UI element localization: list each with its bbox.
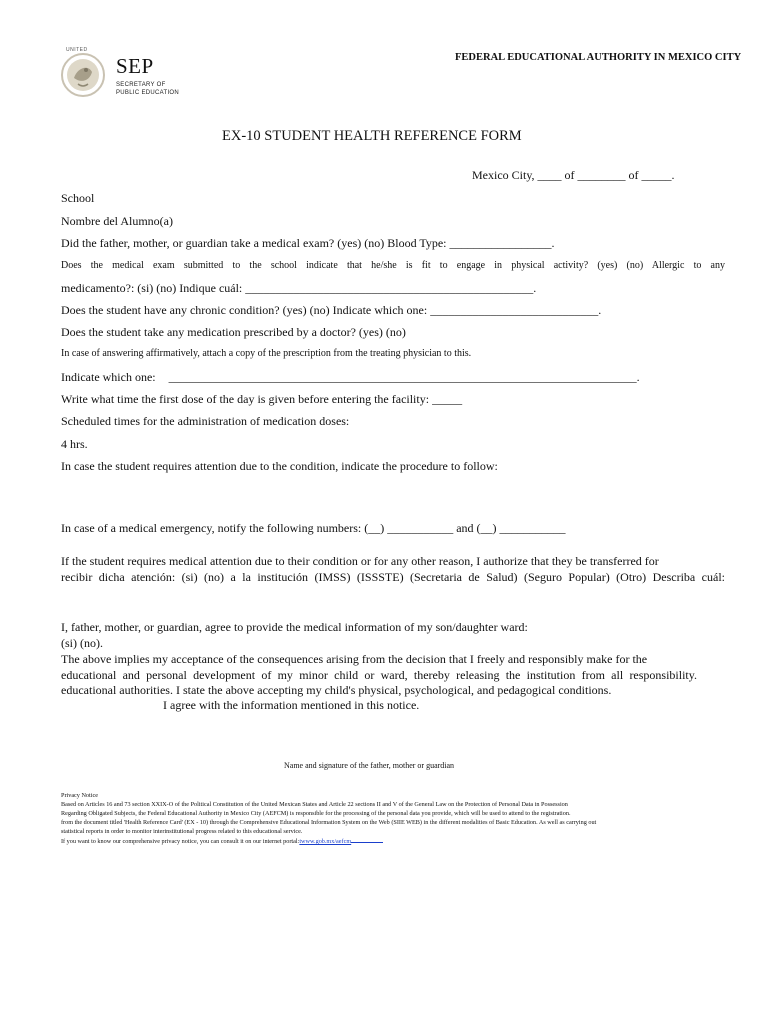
student-name-field: Nombre del Alumno(a) xyxy=(61,214,173,228)
sep-logo xyxy=(60,47,206,100)
medical-exam-question: Did the father, mother, or guardian take a medical exam? (yes) (no) Blood Type: _________________. xyxy=(61,236,555,250)
date-line: Mexico City, ____ of ________ of _____. xyxy=(472,168,675,182)
agreement-line-2: (si) (no). xyxy=(61,636,103,650)
mexican-seal-icon xyxy=(60,50,106,98)
agreement-line-6: I agree with the information mentioned in this notice. xyxy=(163,698,420,712)
seal-caption: UNITED xyxy=(66,47,88,53)
scheduled-times-label: Scheduled times for the administration of medication doses: xyxy=(61,414,350,428)
allergy-question: medicamento?: (si) (no) Indique cuál: ________________________________________________. xyxy=(61,281,537,295)
school-field: School xyxy=(61,191,95,205)
chronic-condition-question: Does the student have any chronic condition? (yes) (no) Indicate which one: ____________________________. xyxy=(61,303,602,317)
privacy-line-4: statistical reports in order to monitor interinstitutional progress related to this educational service. xyxy=(61,828,303,835)
agreement-line-1: I, father, mother, or guardian, agree to provide the medical information of my son/daughter ward: xyxy=(61,620,528,634)
agreement-line-5: educational authorities. I state the above accepting my child's physical, psychological, and pedagogical conditions. xyxy=(61,683,612,697)
privacy-line-5: If you want to know our comprehensive privacy notice, you can consult it on our internet portal: xyxy=(61,838,300,845)
indicate-blank: ______________________________________________________________________________. xyxy=(168,370,640,384)
indicate-label: Indicate which one: xyxy=(61,370,156,384)
agreement-line-3: The above implies my acceptance of the consequences arising from the decision that I freely and responsibly make for the xyxy=(61,652,648,666)
form-title: EX-10 STUDENT HEALTH REFERENCE FORM xyxy=(222,128,522,144)
logo-subtitle-line-1: SECRETARY OF xyxy=(116,82,166,88)
signature-label: Name and signature of the father, mother or guardian xyxy=(284,761,455,770)
hours-value: 4 hrs. xyxy=(61,437,88,451)
privacy-line-3: from the document titled 'Health Reference Card' (EX - 10) through the Comprehensive Educational Information System on the Web (SIIE WEB) in the different modalities of Basic Education. As well as carrying out xyxy=(61,819,597,826)
indicate-field xyxy=(61,370,736,385)
first-dose-question: Write what time the first dose of the day is given before entering the facility: _____ xyxy=(61,392,463,406)
fitness-question: Does the medical exam submitted to the school indicate that he/she is fit to engage in physical activity? (yes) (no) Allergic to any xyxy=(61,260,725,271)
logo-text: SEP xyxy=(116,54,154,78)
link-underline-tail xyxy=(351,836,383,843)
prescription-note: In case of answering affirmatively, attach a copy of the prescription from the treating physician to this. xyxy=(61,348,472,359)
privacy-title: Privacy Notice xyxy=(61,792,98,799)
authority-heading: FEDERAL EDUCATIONAL AUTHORITY IN MEXICO CITY xyxy=(455,52,742,63)
privacy-notice xyxy=(61,791,721,846)
privacy-line-1: Based on Articles 16 and 73 section XXIX-O of the Political Constitution of the United Mexican States and Article 22 sections II and V of the General Law on the Protection of Personal Data in Possession xyxy=(61,801,568,808)
logo-subtitle xyxy=(116,81,179,97)
agreement-line-4: educational and personal development of my minor child or ward, thereby releasing the institution from all responsibility. xyxy=(61,668,697,682)
privacy-line-5-wrap xyxy=(61,836,721,846)
privacy-portal-link[interactable]: twww.gob.mx/aefcm xyxy=(299,838,352,845)
procedure-question: In case the student requires attention due to the condition, indicate the procedure to follow: xyxy=(61,459,498,473)
logo-subtitle-line-2: PUBLIC EDUCATION xyxy=(116,90,180,96)
privacy-line-2: Regarding Obligated Subjects, the Federal Educational Authority in Mexico City (AEFCM) is responsible for the processing of the personal data you provide, which will be used to attend to the registration. xyxy=(61,810,571,817)
prescription-question: Does the student take any medication prescribed by a doctor? (yes) (no) xyxy=(61,325,406,339)
transfer-authorization-1: If the student requires medical attention due to their condition or for any other reason, I authorize that they be transferred for xyxy=(61,554,659,568)
emergency-numbers: In case of a medical emergency, notify the following numbers: (__) ___________ and (__) ___________ xyxy=(61,521,566,535)
transfer-authorization-2: recibir dicha atención: (si) (no) a la institución (IMSS) (ISSSTE) (Secretaria de Salud) (Seguro Popular) (Otro) Describa cuál: xyxy=(61,570,725,584)
